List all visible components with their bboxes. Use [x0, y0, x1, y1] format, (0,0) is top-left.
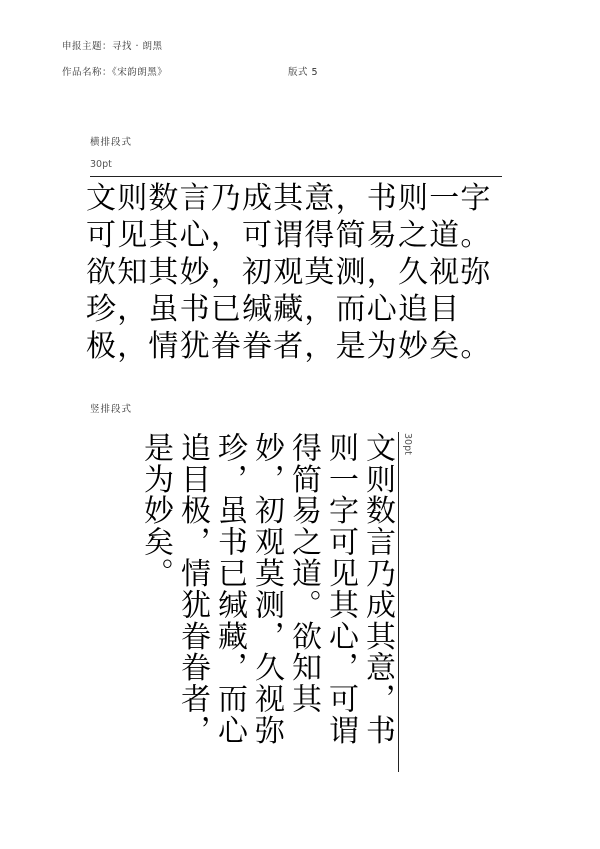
vertical-section-label: 竖排段式 — [90, 404, 133, 415]
horizontal-font-size: 30pt — [90, 159, 112, 170]
work-title-line: 作品名称：《宋韵朗黑》 — [62, 67, 168, 78]
subject-line: 申报主题：寻找 · 朗黑 — [62, 41, 163, 52]
horizontal-section-label: 横排段式 — [90, 137, 133, 148]
vertical-font-size: 30pt — [402, 433, 413, 455]
layout-number: 版式 5 — [288, 67, 319, 78]
vertical-divider — [398, 432, 399, 772]
vertical-paragraph: 文则数言乃成其意，书则一字可见其心，可谓得简易之道。欲知其妙，初观莫测，久视弥珍，虽书已缄藏，而心追目极，情犹眷眷者，是为妙矣。 — [138, 432, 395, 746]
horizontal-divider — [90, 176, 502, 177]
vertical-text-block — [138, 432, 396, 792]
horizontal-paragraph: 文则数言乃成其意，书则一字可见其心，可谓得简易之道。欲知其妙，初观莫测，久视弥珍，虽书已缄藏，而心追目极，情犹眷眷者，是为妙矣。 — [86, 181, 492, 364]
